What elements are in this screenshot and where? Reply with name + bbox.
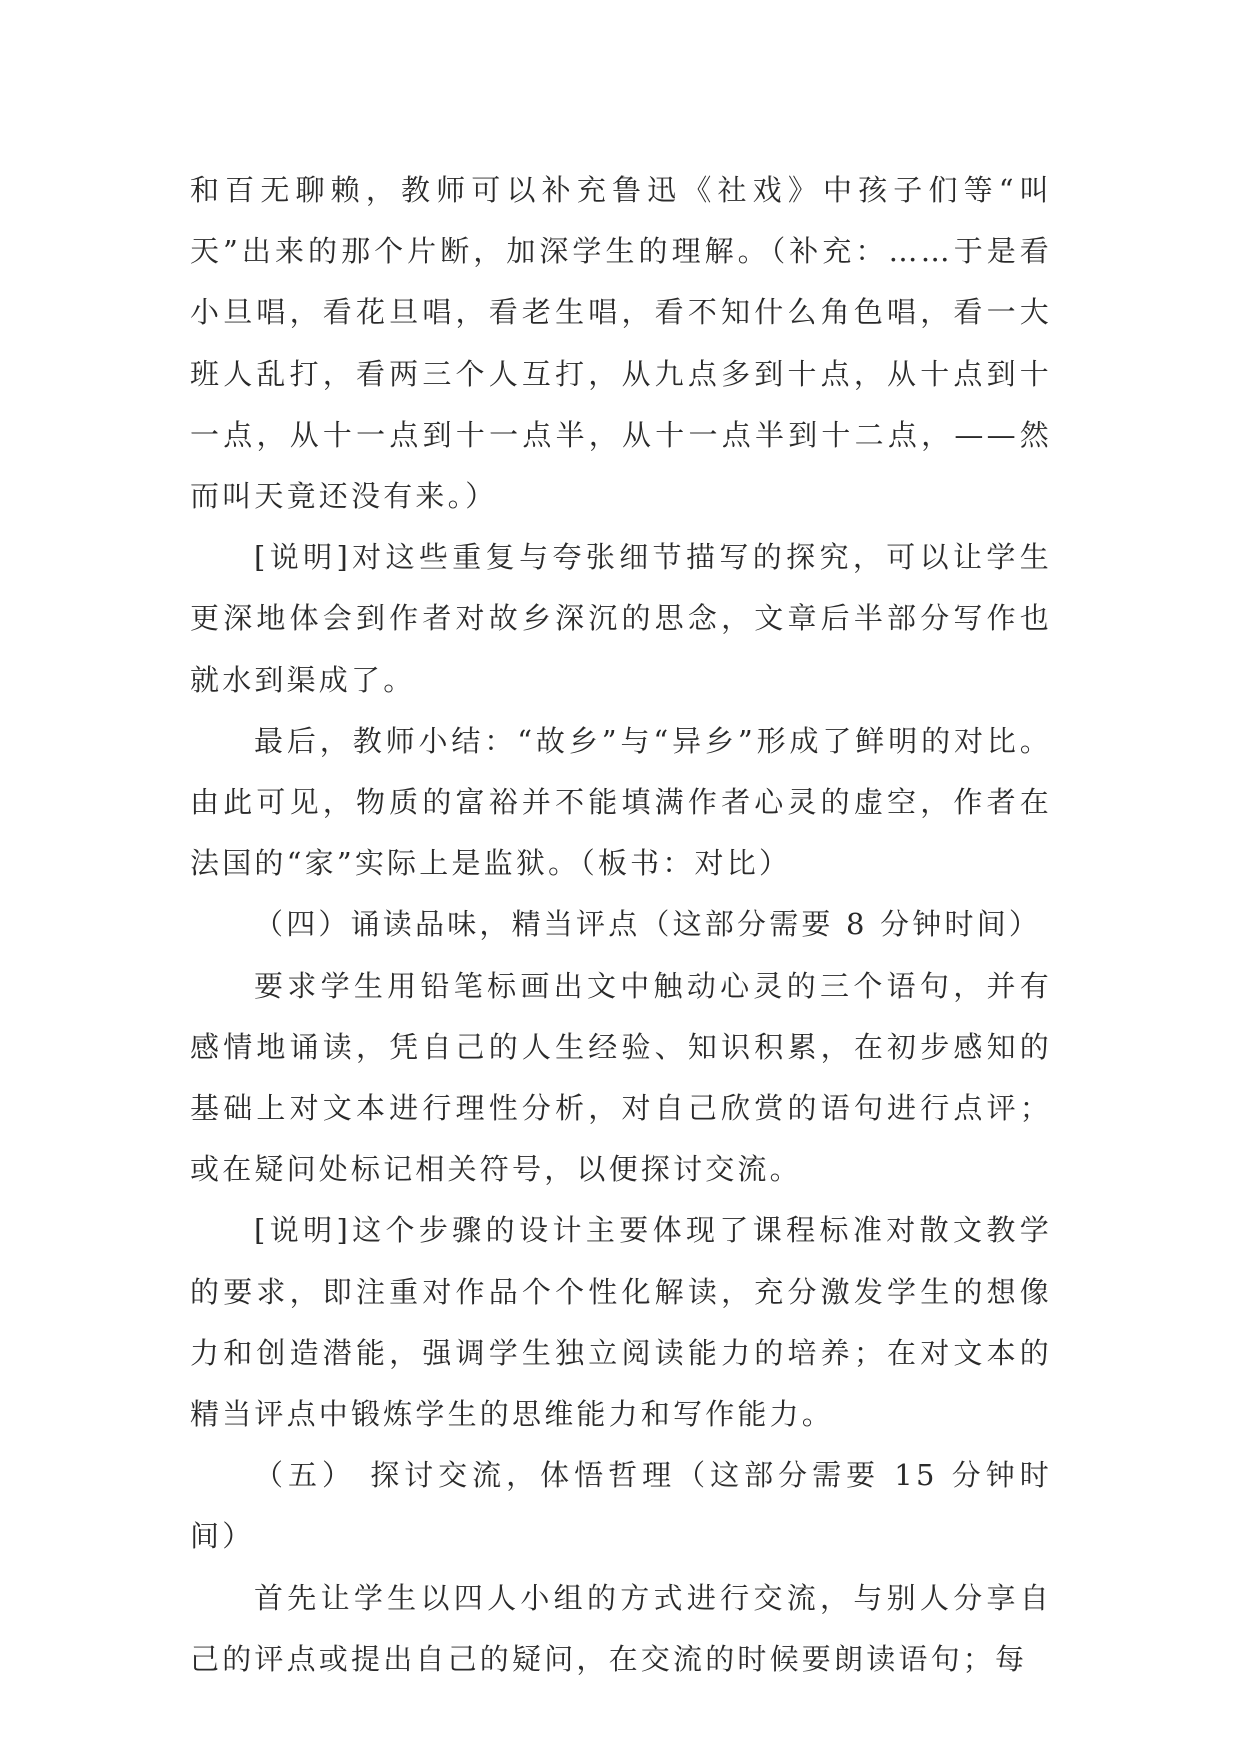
paragraph-teacher-summary: 最后，教师小结：“故乡”与“异乡”形成了鲜明的对比。由此可见，物质的富裕并不能填满作者心灵的虚空，作者在法国的“家”实际上是监狱。（板书：对比） <box>190 723 1052 881</box>
document-body <box>190 160 1052 1690</box>
section-heading-4: （四）诵读品味，精当评点（这部分需要 8 分钟时间） <box>254 907 1042 942</box>
section-heading-5: （五） 探讨交流，体悟哲理（这部分需要 15 分钟时间） <box>190 1458 1052 1554</box>
paragraph-explanation-1: [说明]对这些重复与夸张细节描写的探究，可以让学生更深地体会到作者对故乡深沉的思念，文章后半部分写作也就水到渠成了。 <box>190 540 1052 697</box>
paragraph-group-discussion: 首先让学生以四人小组的方式进行交流，与别人分享自己的评点或提出自己的疑问，在交流的时候要朗读语句；每 <box>190 1580 1052 1676</box>
paragraph-continuation: 和百无聊赖，教师可以补充鲁迅《社戏》中孩子们等“叫天”出来的那个片断，加深学生的理解。（补充：……于是看小旦唱，看花旦唱，看老生唱，看不知什么角色唱，看一大班人乱打，看两三个人互打，从九点多到十点，从十点到十一点，从十一点到十一点半，从十一点半到十二点，——然而叫天竟还没有来。） <box>190 173 1052 514</box>
paragraph-explanation-2: [说明]这个步骤的设计主要体现了课程标准对散文教学的要求，即注重对作品个个性化解读，充分激发学生的想像力和创造潜能，强调学生独立阅读能力的培养；在对文本的精当评点中锻炼学生的思维能力和写作能力。 <box>190 1213 1052 1432</box>
paragraph-reading-task: 要求学生用铅笔标画出文中触动心灵的三个语句，并有感情地诵读，凭自己的人生经验、知识积累，在初步感知的基础上对文本进行理性分析，对自己欣赏的语句进行点评；或在疑问处标记相关符号，以便探讨交流。 <box>190 968 1052 1187</box>
